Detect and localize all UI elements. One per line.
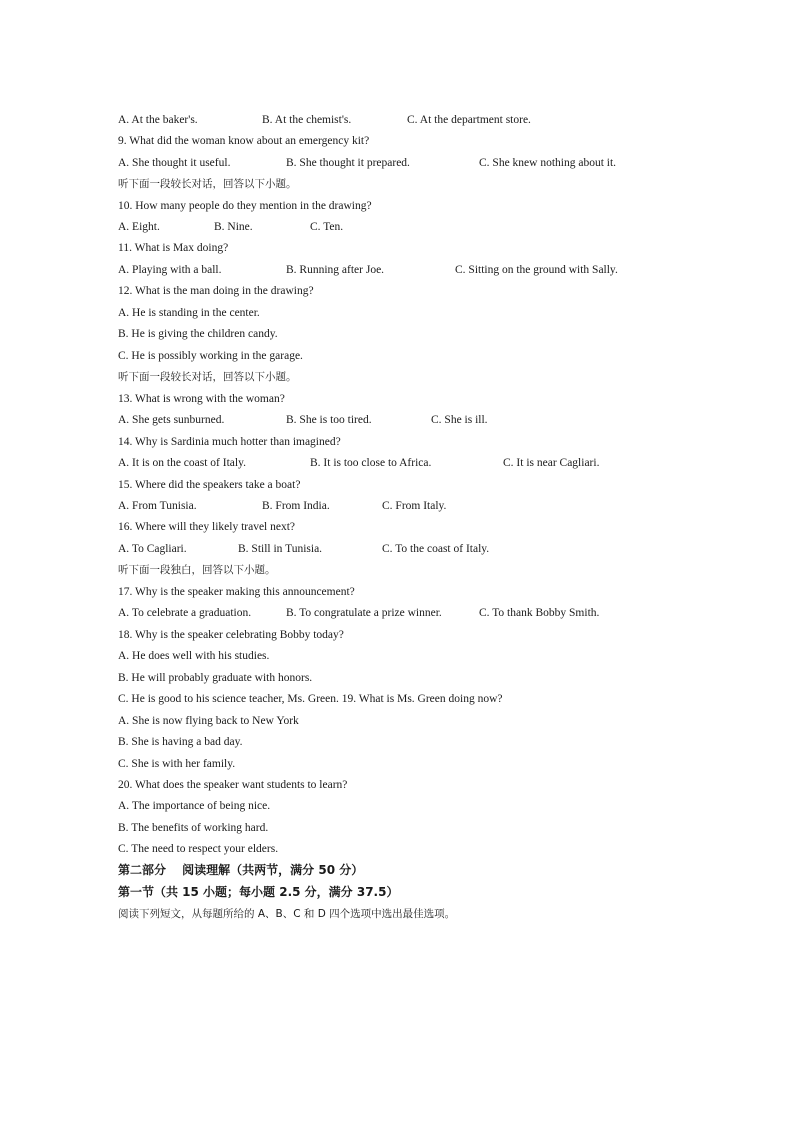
q12-option-b: B. He is giving the children candy. [118, 328, 278, 340]
q17-option-b: B. To congratulate a prize winner. [286, 607, 442, 619]
q13-option-b: B. She is too tired. [286, 414, 372, 426]
q15-option-c: C. From Italy. [382, 500, 447, 512]
q12-option-c: C. He is possibly working in the garage. [118, 350, 303, 362]
q11-option-b: B. Running after Joe. [286, 264, 385, 276]
part2-title: 第二部分 阅读理解（共两节，满分 50 分） [118, 863, 364, 877]
instruction-long-dialogue-2: 听下面一段较长对话，回答以下小题。 [118, 371, 297, 383]
q9-option-b: B. She thought it prepared. [286, 157, 410, 169]
q15-question: 15. Where did the speakers take a boat? [118, 479, 301, 491]
q16-option-a: A. To Cagliari. [118, 543, 187, 555]
q14-option-c: C. It is near Cagliari. [503, 457, 600, 469]
q10-option-b: B. Nine. [214, 221, 253, 233]
q14-question: 14. Why is Sardinia much hotter than imagined? [118, 436, 341, 448]
q8-option-a: A. At the baker's. [118, 114, 198, 126]
section1-instruction: 阅读下列短文，从每题所给的 A、B、C 和 D 四个选项中选出最佳选项。 [118, 908, 456, 920]
q14-option-a: A. It is on the coast of Italy. [118, 457, 246, 469]
q10-question: 10. How many people do they mention in the drawing? [118, 200, 372, 212]
q19-option-a: A. She is now flying back to New York [118, 715, 299, 727]
q20-option-a: A. The importance of being nice. [118, 800, 271, 812]
q17-question: 17. Why is the speaker making this announcement? [118, 586, 355, 598]
instruction-long-dialogue-1: 听下面一段较长对话，回答以下小题。 [118, 178, 297, 190]
q12-option-a: A. He is standing in the center. [118, 307, 260, 319]
q13-option-a: A. She gets sunburned. [118, 414, 225, 426]
q10-option-a: A. Eight. [118, 221, 160, 233]
q16-option-c: C. To the coast of Italy. [382, 543, 490, 555]
q17-option-c: C. To thank Bobby Smith. [479, 607, 600, 619]
q15-option-b: B. From India. [262, 500, 330, 512]
q9-question: 9. What did the woman know about an emergency kit? [118, 135, 370, 147]
q9-option-a: A. She thought it useful. [118, 157, 231, 169]
q20-question: 20. What does the speaker want students to learn? [118, 779, 348, 791]
q8-option-c: C. At the department store. [407, 114, 531, 126]
q17-option-a: A. To celebrate a graduation. [118, 607, 252, 619]
q12-question: 12. What is the man doing in the drawing? [118, 285, 314, 297]
q8-option-b: B. At the chemist's. [262, 114, 352, 126]
q19-option-b: B. She is having a bad day. [118, 736, 243, 748]
q20-option-b: B. The benefits of working hard. [118, 822, 269, 834]
q15-option-a: A. From Tunisia. [118, 500, 197, 512]
q20-option-c: C. The need to respect your elders. [118, 843, 279, 855]
section1-title: 第一节（共 15 小题；每小题 2.5 分，满分 37.5） [118, 885, 399, 899]
q11-question: 11. What is Max doing? [118, 242, 229, 254]
q9-option-c: C. She knew nothing about it. [479, 157, 617, 169]
q13-option-c: C. She is ill. [431, 414, 488, 426]
q11-option-a: A. Playing with a ball. [118, 264, 222, 276]
q14-option-b: B. It is too close to Africa. [310, 457, 432, 469]
q16-question: 16. Where will they likely travel next? [118, 521, 296, 533]
instruction-monologue: 听下面一段独白，回答以下小题。 [118, 564, 276, 576]
q11-option-c: C. Sitting on the ground with Sally. [455, 264, 618, 276]
q18-question: 18. Why is the speaker celebrating Bobby today? [118, 629, 344, 641]
q18-option-b: B. He will probably graduate with honors. [118, 672, 313, 684]
q18-option-a: A. He does well with his studies. [118, 650, 270, 662]
q13-question: 13. What is wrong with the woman? [118, 393, 285, 405]
q18-option-c-and-q19-question: C. He is good to his science teacher, Ms. Green. 19. What is Ms. Green doing now? [118, 693, 503, 705]
q10-option-c: C. Ten. [310, 221, 344, 233]
q19-option-c: C. She is with her family. [118, 758, 236, 770]
q16-option-b: B. Still in Tunisia. [238, 543, 323, 555]
